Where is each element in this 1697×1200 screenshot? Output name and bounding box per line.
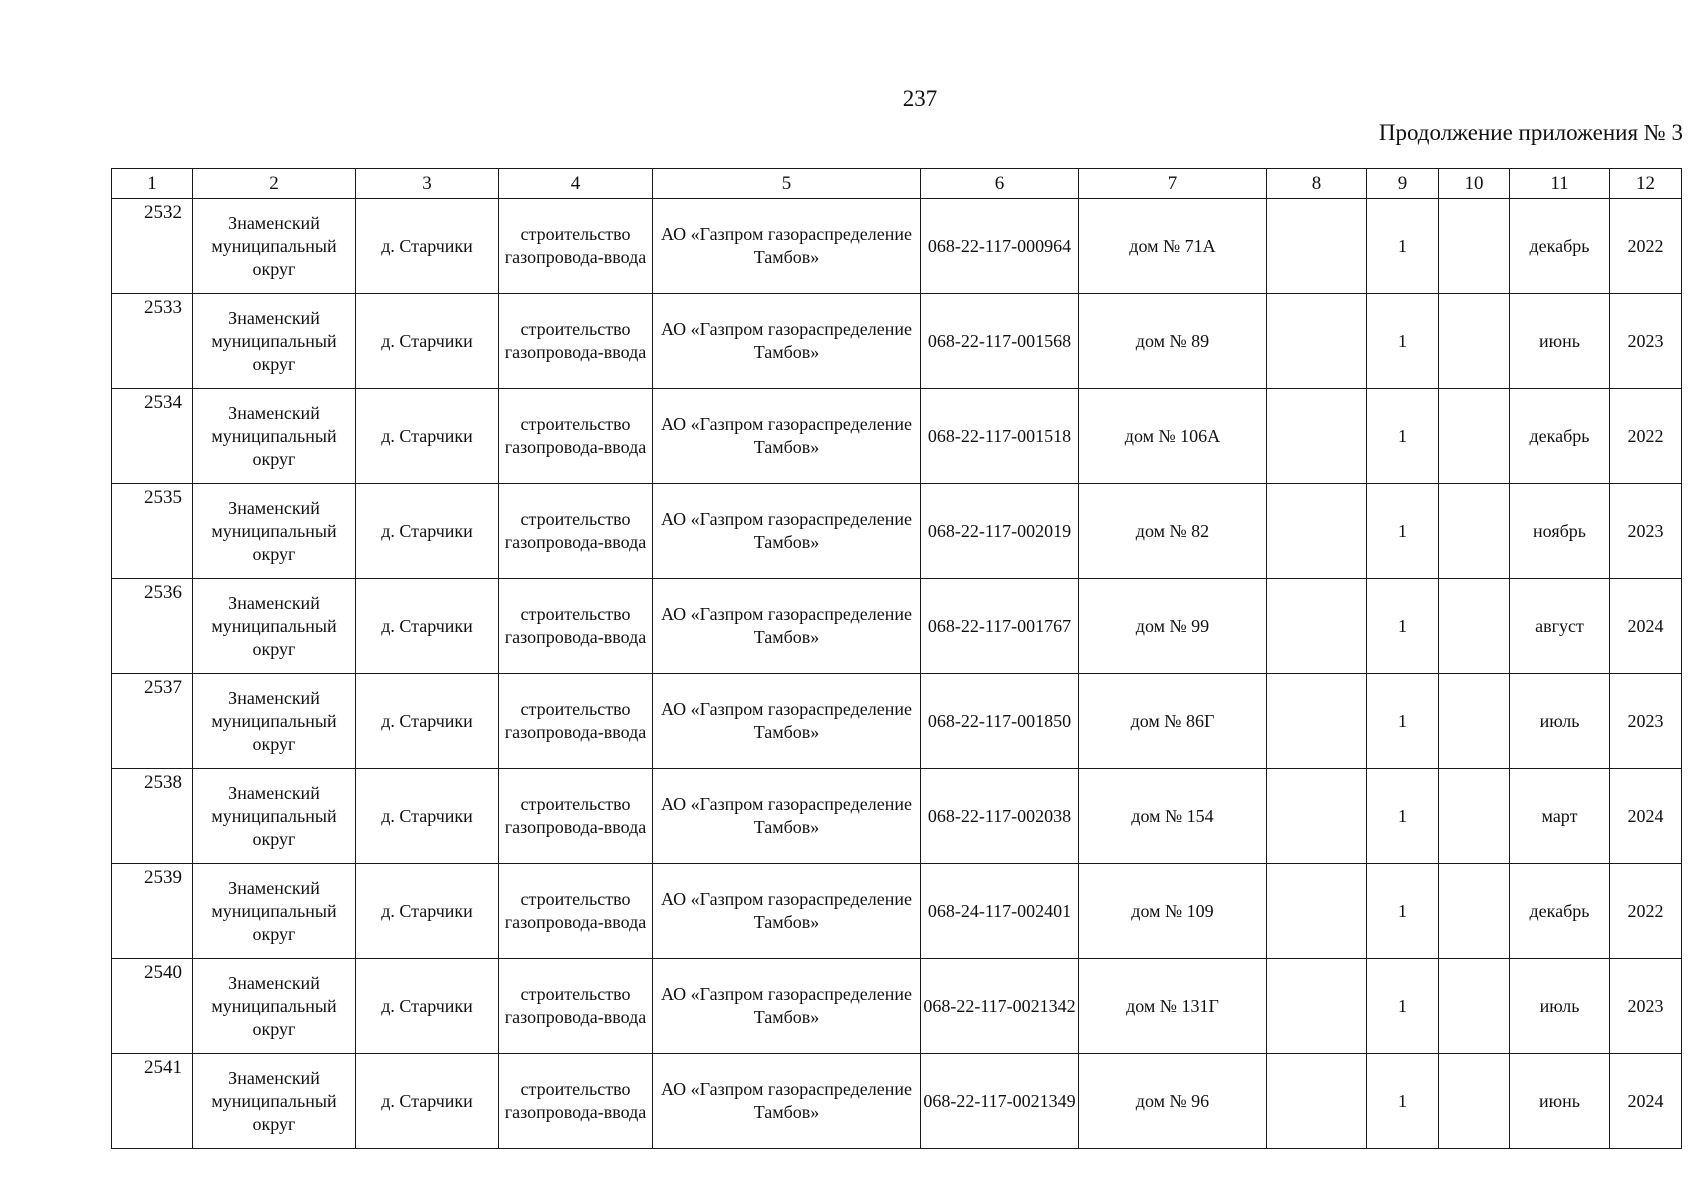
year-cell: 2024 xyxy=(1610,579,1682,674)
column-10-cell xyxy=(1439,484,1510,579)
table-row xyxy=(112,294,1682,389)
month-cell: июль xyxy=(1510,959,1610,1054)
column-10-cell xyxy=(1439,389,1510,484)
month-cell: июнь xyxy=(1510,1054,1610,1149)
work-type-cell: строительство газопровода-ввода xyxy=(499,389,653,484)
column-10-cell xyxy=(1439,294,1510,389)
column-8-cell xyxy=(1267,769,1367,864)
register-body xyxy=(112,199,1682,1149)
organization-cell: АО «Газпром газораспределение Тамбов» xyxy=(653,294,921,389)
column-header: 3 xyxy=(356,169,499,199)
row-number: 2538 xyxy=(112,769,193,864)
column-8-cell xyxy=(1267,579,1367,674)
object-code-cell: 068-22-117-000964 xyxy=(921,199,1079,294)
object-code-cell: 068-24-117-002401 xyxy=(921,864,1079,959)
address-cell: дом № 82 xyxy=(1079,484,1267,579)
address-cell: дом № 96 xyxy=(1079,1054,1267,1149)
column-10-cell xyxy=(1439,199,1510,294)
settlement-cell: д. Старчики xyxy=(356,484,499,579)
year-cell: 2024 xyxy=(1610,1054,1682,1149)
column-header: 12 xyxy=(1610,169,1682,199)
month-cell: ноябрь xyxy=(1510,484,1610,579)
district-cell: Знаменский муниципальный округ xyxy=(193,674,356,769)
quantity-cell: 1 xyxy=(1367,674,1439,769)
row-number: 2534 xyxy=(112,389,193,484)
row-number: 2540 xyxy=(112,959,193,1054)
work-type-cell: строительство газопровода-ввода xyxy=(499,769,653,864)
column-10-cell xyxy=(1439,1054,1510,1149)
quantity-cell: 1 xyxy=(1367,864,1439,959)
column-8-cell xyxy=(1267,674,1367,769)
quantity-cell: 1 xyxy=(1367,294,1439,389)
column-header: 1 xyxy=(112,169,193,199)
table-row xyxy=(112,199,1682,294)
work-type-cell: строительство газопровода-ввода xyxy=(499,959,653,1054)
object-code-cell: 068-22-117-001767 xyxy=(921,579,1079,674)
district-cell: Знаменский муниципальный округ xyxy=(193,959,356,1054)
object-code-cell: 068-22-117-002019 xyxy=(921,484,1079,579)
table-row xyxy=(112,864,1682,959)
quantity-cell: 1 xyxy=(1367,579,1439,674)
column-8-cell xyxy=(1267,199,1367,294)
month-cell: декабрь xyxy=(1510,199,1610,294)
address-cell: дом № 109 xyxy=(1079,864,1267,959)
column-10-cell xyxy=(1439,769,1510,864)
column-number-row xyxy=(112,169,1682,199)
address-cell: дом № 86Г xyxy=(1079,674,1267,769)
organization-cell: АО «Газпром газораспределение Тамбов» xyxy=(653,389,921,484)
address-cell: дом № 71А xyxy=(1079,199,1267,294)
district-cell: Знаменский муниципальный округ xyxy=(193,294,356,389)
settlement-cell: д. Старчики xyxy=(356,389,499,484)
column-8-cell xyxy=(1267,959,1367,1054)
month-cell: август xyxy=(1510,579,1610,674)
settlement-cell: д. Старчики xyxy=(356,959,499,1054)
address-cell: дом № 106А xyxy=(1079,389,1267,484)
object-code-cell: 068-22-117-001518 xyxy=(921,389,1079,484)
column-10-cell xyxy=(1439,959,1510,1054)
month-cell: декабрь xyxy=(1510,864,1610,959)
district-cell: Знаменский муниципальный округ xyxy=(193,769,356,864)
column-10-cell xyxy=(1439,579,1510,674)
object-code-cell: 068-22-117-001568 xyxy=(921,294,1079,389)
row-number: 2541 xyxy=(112,1054,193,1149)
work-type-cell: строительство газопровода-ввода xyxy=(499,484,653,579)
organization-cell: АО «Газпром газораспределение Тамбов» xyxy=(653,674,921,769)
table-row xyxy=(112,959,1682,1054)
object-code-cell: 068-22-117-001850 xyxy=(921,674,1079,769)
column-8-cell xyxy=(1267,294,1367,389)
row-number: 2533 xyxy=(112,294,193,389)
table-row xyxy=(112,1054,1682,1149)
work-type-cell: строительство газопровода-ввода xyxy=(499,579,653,674)
quantity-cell: 1 xyxy=(1367,959,1439,1054)
settlement-cell: д. Старчики xyxy=(356,1054,499,1149)
column-8-cell xyxy=(1267,1054,1367,1149)
quantity-cell: 1 xyxy=(1367,1054,1439,1149)
settlement-cell: д. Старчики xyxy=(356,294,499,389)
organization-cell: АО «Газпром газораспределение Тамбов» xyxy=(653,864,921,959)
district-cell: Знаменский муниципальный округ xyxy=(193,864,356,959)
object-code-cell: 068-22-117-002038 xyxy=(921,769,1079,864)
work-type-cell: строительство газопровода-ввода xyxy=(499,199,653,294)
column-header: 5 xyxy=(653,169,921,199)
work-type-cell: строительство газопровода-ввода xyxy=(499,1054,653,1149)
row-number: 2536 xyxy=(112,579,193,674)
column-header: 10 xyxy=(1439,169,1510,199)
organization-cell: АО «Газпром газораспределение Тамбов» xyxy=(653,1054,921,1149)
address-cell: дом № 89 xyxy=(1079,294,1267,389)
year-cell: 2024 xyxy=(1610,769,1682,864)
settlement-cell: д. Старчики xyxy=(356,199,499,294)
column-8-cell xyxy=(1267,864,1367,959)
table-row xyxy=(112,579,1682,674)
district-cell: Знаменский муниципальный округ xyxy=(193,389,356,484)
organization-cell: АО «Газпром газораспределение Тамбов» xyxy=(653,484,921,579)
district-cell: Знаменский муниципальный округ xyxy=(193,1054,356,1149)
organization-cell: АО «Газпром газораспределение Тамбов» xyxy=(653,579,921,674)
year-cell: 2022 xyxy=(1610,389,1682,484)
settlement-cell: д. Старчики xyxy=(356,864,499,959)
year-cell: 2022 xyxy=(1610,864,1682,959)
quantity-cell: 1 xyxy=(1367,199,1439,294)
quantity-cell: 1 xyxy=(1367,389,1439,484)
column-header: 8 xyxy=(1267,169,1367,199)
column-10-cell xyxy=(1439,864,1510,959)
organization-cell: АО «Газпром газораспределение Тамбов» xyxy=(653,769,921,864)
column-header: 6 xyxy=(921,169,1079,199)
settlement-cell: д. Старчики xyxy=(356,579,499,674)
quantity-cell: 1 xyxy=(1367,484,1439,579)
organization-cell: АО «Газпром газораспределение Тамбов» xyxy=(653,199,921,294)
district-cell: Знаменский муниципальный округ xyxy=(193,484,356,579)
table-row xyxy=(112,484,1682,579)
row-number: 2535 xyxy=(112,484,193,579)
quantity-cell: 1 xyxy=(1367,769,1439,864)
address-cell: дом № 154 xyxy=(1079,769,1267,864)
table-row xyxy=(112,769,1682,864)
column-10-cell xyxy=(1439,674,1510,769)
column-header: 11 xyxy=(1510,169,1610,199)
row-number: 2537 xyxy=(112,674,193,769)
column-header: 9 xyxy=(1367,169,1439,199)
column-8-cell xyxy=(1267,484,1367,579)
month-cell: март xyxy=(1510,769,1610,864)
appendix-note: Продолжение приложения № 3 xyxy=(1378,120,1683,145)
object-code-cell: 068-22-117-0021342 xyxy=(921,959,1079,1054)
register-table xyxy=(111,168,1682,1149)
month-cell: июль xyxy=(1510,674,1610,769)
column-header: 7 xyxy=(1079,169,1267,199)
organization-cell: АО «Газпром газораспределение Тамбов» xyxy=(653,959,921,1054)
work-type-cell: строительство газопровода-ввода xyxy=(499,864,653,959)
object-code-cell: 068-22-117-0021349 xyxy=(921,1054,1079,1149)
year-cell: 2023 xyxy=(1610,959,1682,1054)
year-cell: 2022 xyxy=(1610,199,1682,294)
district-cell: Знаменский муниципальный округ xyxy=(193,579,356,674)
month-cell: декабрь xyxy=(1510,389,1610,484)
table-row xyxy=(112,389,1682,484)
page-number: 237 xyxy=(902,86,938,111)
year-cell: 2023 xyxy=(1610,674,1682,769)
settlement-cell: д. Старчики xyxy=(356,769,499,864)
work-type-cell: строительство газопровода-ввода xyxy=(499,294,653,389)
column-header: 2 xyxy=(193,169,356,199)
year-cell: 2023 xyxy=(1610,484,1682,579)
work-type-cell: строительство газопровода-ввода xyxy=(499,674,653,769)
address-cell: дом № 131Г xyxy=(1079,959,1267,1054)
column-8-cell xyxy=(1267,389,1367,484)
settlement-cell: д. Старчики xyxy=(356,674,499,769)
month-cell: июнь xyxy=(1510,294,1610,389)
row-number: 2539 xyxy=(112,864,193,959)
column-header: 4 xyxy=(499,169,653,199)
address-cell: дом № 99 xyxy=(1079,579,1267,674)
district-cell: Знаменский муниципальный округ xyxy=(193,199,356,294)
table-row xyxy=(112,674,1682,769)
year-cell: 2023 xyxy=(1610,294,1682,389)
row-number: 2532 xyxy=(112,199,193,294)
